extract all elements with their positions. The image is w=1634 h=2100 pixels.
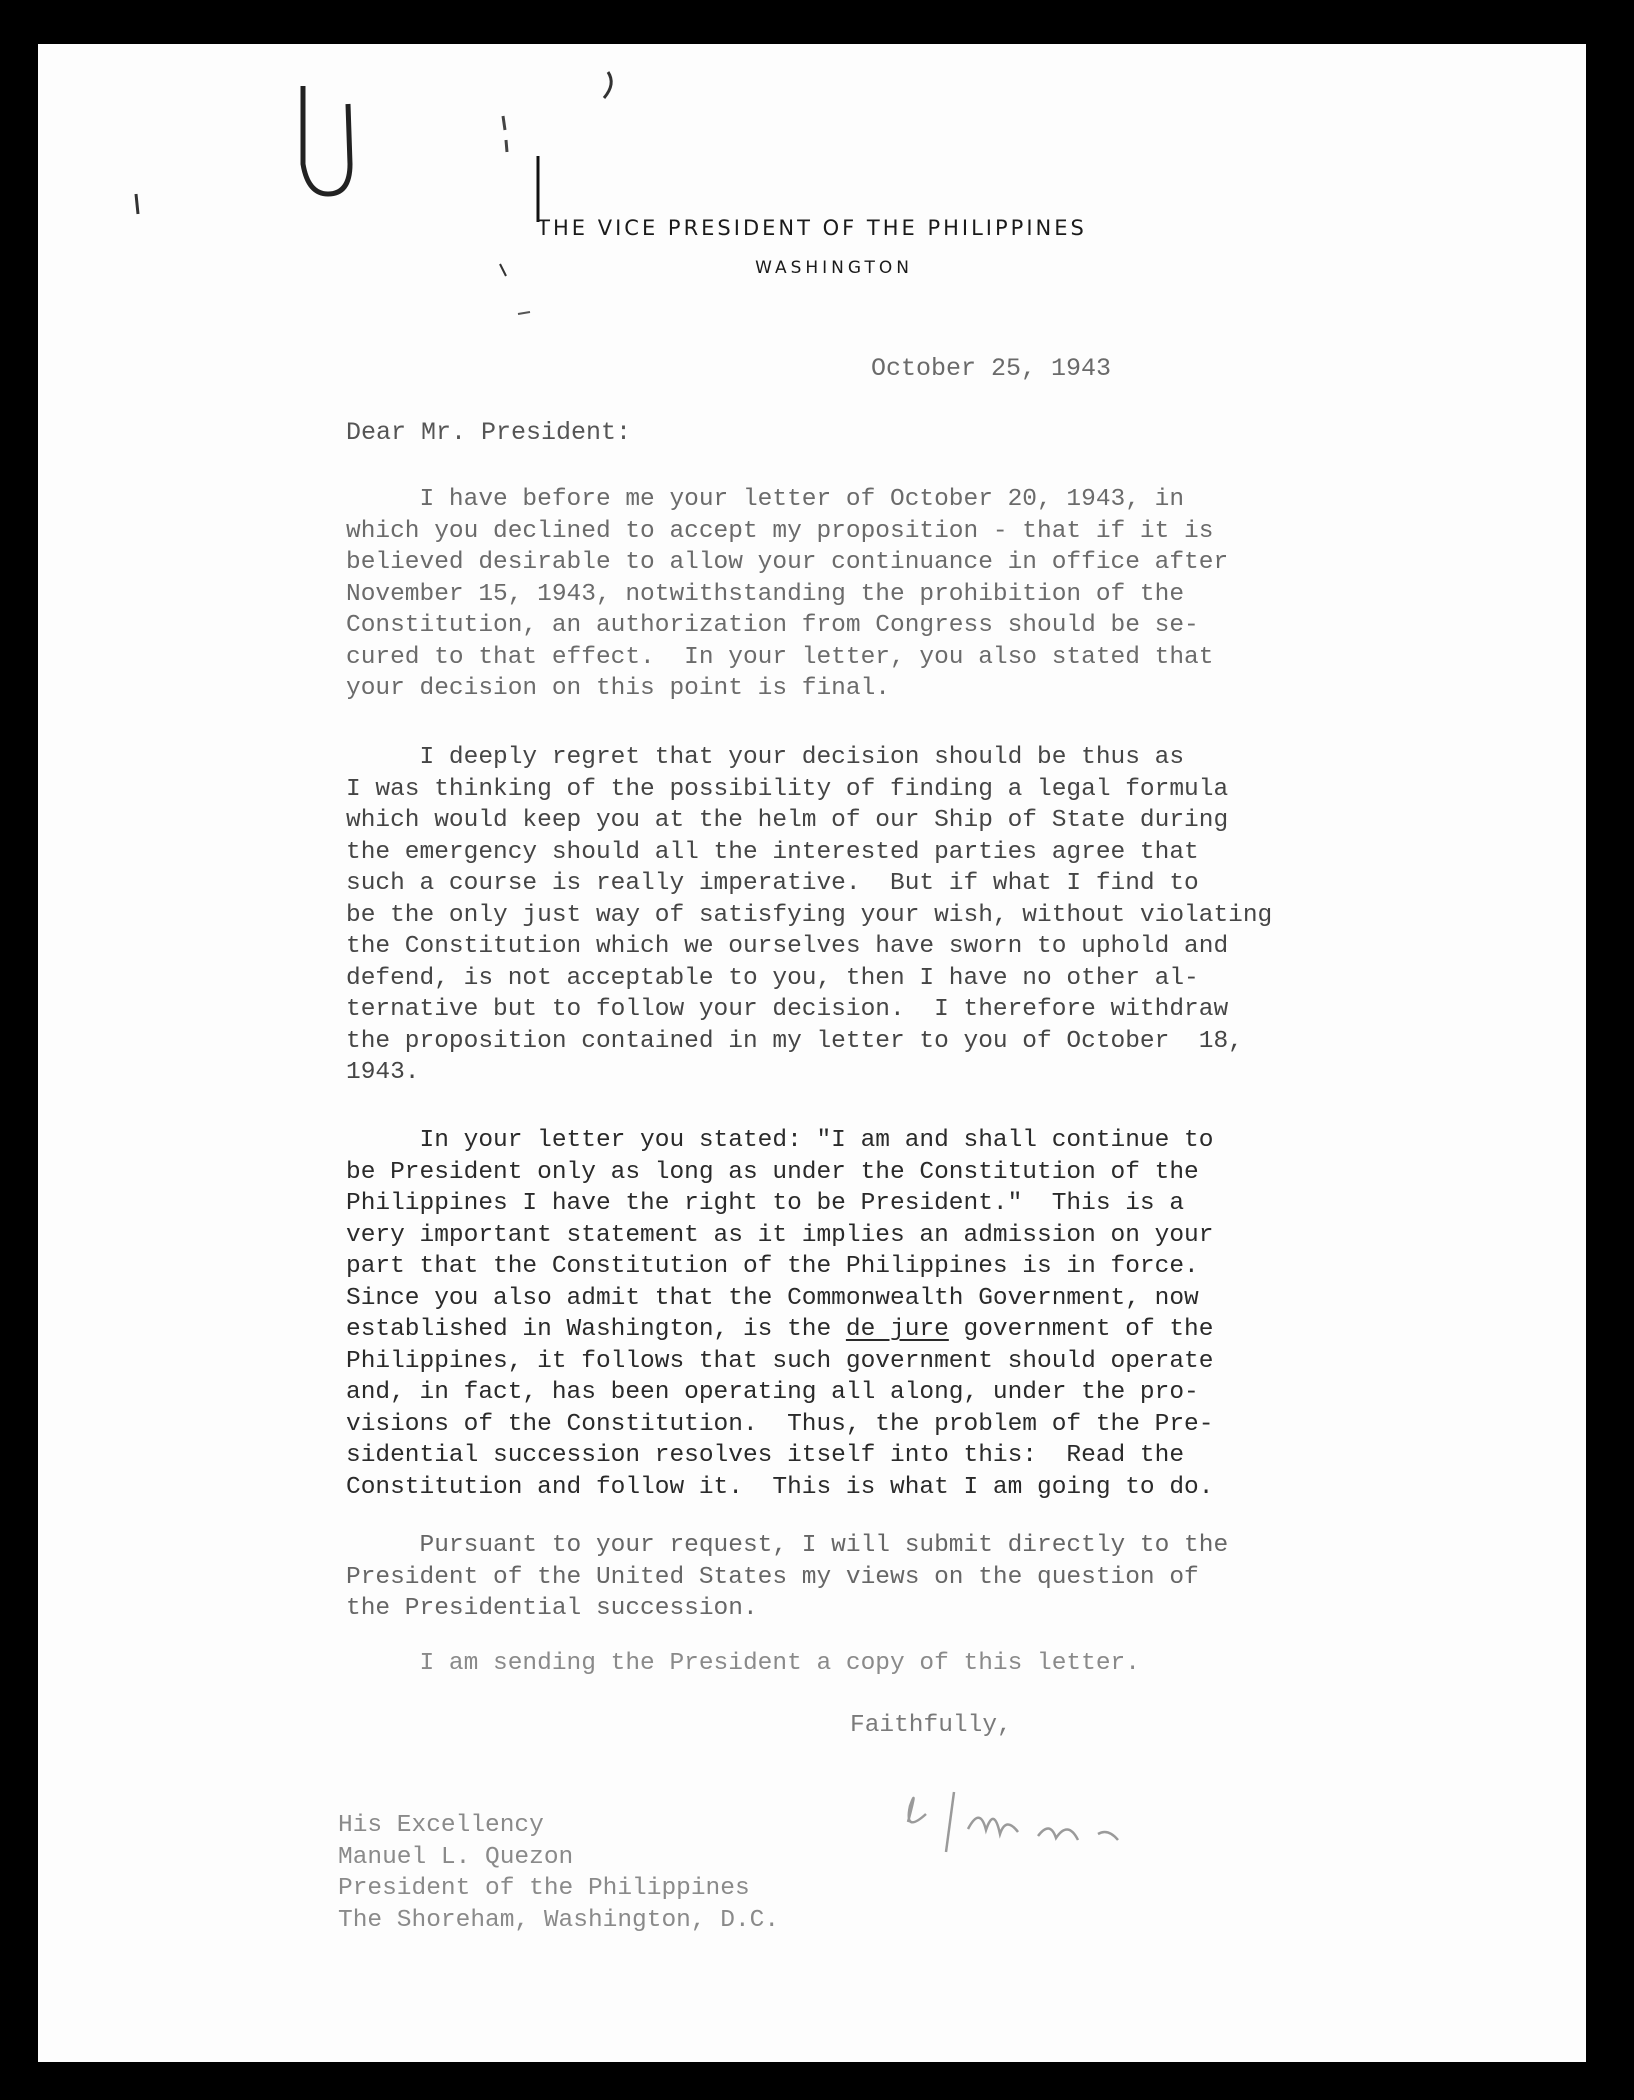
text-line: the proposition contained in my letter to you of October 18, <box>346 1027 1243 1055</box>
text-line: part that the Constitution of the Philippines is in force. <box>346 1253 1199 1280</box>
text-line: Constitution and follow it. This is what I am going to do. <box>346 1473 1214 1501</box>
text-line: Philippines, it follows that such government should operate <box>346 1347 1214 1375</box>
text-line: cured to that effect. In your letter, you also stated that <box>346 643 1214 671</box>
text-line: which you declined to accept my proposition - that if it is <box>346 517 1214 545</box>
signature <box>908 1792 1118 1852</box>
text-line: which would keep you at the helm of our Ship of State during <box>346 807 1229 834</box>
pen-mark-u <box>303 86 350 194</box>
addressee-line: The Shoreham, Washington, D.C. <box>338 1906 780 1934</box>
text-line: Since you also admit that the Commonwealth Government, now <box>346 1284 1199 1312</box>
paragraph-2 <box>346 742 1386 1089</box>
text-line: sidential succession resolves itself into this: Read the <box>346 1442 1185 1469</box>
addressee-line: Manuel L. Quezon <box>338 1843 574 1871</box>
paragraph-3 <box>346 1125 1386 1503</box>
letter-page <box>38 44 1586 2062</box>
pen-mark-dash <box>518 312 530 314</box>
text-line: and, in fact, has been operating all along, under the pro- <box>346 1379 1199 1406</box>
text-line: defend, is not acceptable to you, then I have no other al- <box>346 964 1199 992</box>
text-line: such a course is really imperative. But if what I find to <box>346 870 1199 897</box>
pen-mark-top-right <box>604 72 611 98</box>
text-line: be President only as long as under the Constitution of the <box>346 1158 1199 1186</box>
letterhead-title: THE VICE PRESIDENT OF THE PHILIPPINES <box>537 216 1087 240</box>
addressee-line: His Excellency <box>338 1812 544 1839</box>
text-line: Pursuant to your request, I will submit directly to the <box>346 1532 1229 1559</box>
text-line: the Presidential succession. <box>346 1595 758 1622</box>
text-line: 1943. <box>346 1059 420 1086</box>
pen-mark-left <box>136 194 138 214</box>
letterhead-city: WASHINGTON <box>755 258 913 278</box>
text-segment: government of the <box>948 1316 1214 1343</box>
text-line: I was thinking of the possibility of finding a legal formula <box>346 775 1229 803</box>
text-line: ternative but to follow your decision. I therefore withdraw <box>346 996 1229 1023</box>
text-line: the Constitution which we ourselves have sworn to uphold and <box>346 933 1229 960</box>
text-line: I am sending the President a copy of this letter. <box>346 1650 1140 1677</box>
paragraph-4 <box>346 1530 1386 1625</box>
text-line: I have before me your letter of October 20, 1943, in <box>346 486 1185 513</box>
paragraph-1 <box>346 484 1386 705</box>
addressee-line: President of the Philippines <box>338 1875 750 1902</box>
text-line: In your letter you stated: "I am and shall continue to <box>346 1127 1214 1154</box>
salutation: Dear Mr. President: <box>346 418 632 447</box>
paragraph-5 <box>346 1648 1386 1680</box>
text-line: President of the United States my views on the question of <box>346 1563 1199 1591</box>
text-segment: established in Washington, is the <box>346 1316 846 1343</box>
text-line: I deeply regret that your decision should be thus as <box>346 744 1185 771</box>
underlined-de-jure: de jure <box>845 1316 949 1343</box>
letter-date: October 25, 1943 <box>871 354 1112 383</box>
closing: Faithfully, <box>850 1712 1012 1739</box>
text-line: very important statement as it implies an admission on your <box>346 1221 1214 1249</box>
text-line: Constitution, an authorization from Congress should be se- <box>346 612 1199 639</box>
text-line-underlined <box>346 1314 1386 1346</box>
text-line: believed desirable to allow your continuance in office after <box>346 549 1229 576</box>
text-line: November 15, 1943, notwithstanding the prohibition of the <box>346 580 1185 608</box>
text-line: your decision on this point is final. <box>346 675 890 702</box>
addressee-block <box>338 1810 779 1936</box>
text-line: Philippines I have the right to be President." This is a <box>346 1190 1185 1217</box>
text-line: be the only just way of satisfying your wish, without violating <box>346 901 1273 929</box>
text-line: visions of the Constitution. Thus, the problem of the Pre- <box>346 1410 1214 1438</box>
text-line: the emergency should all the interested parties agree that <box>346 838 1199 866</box>
pen-mark-dots <box>503 116 507 152</box>
